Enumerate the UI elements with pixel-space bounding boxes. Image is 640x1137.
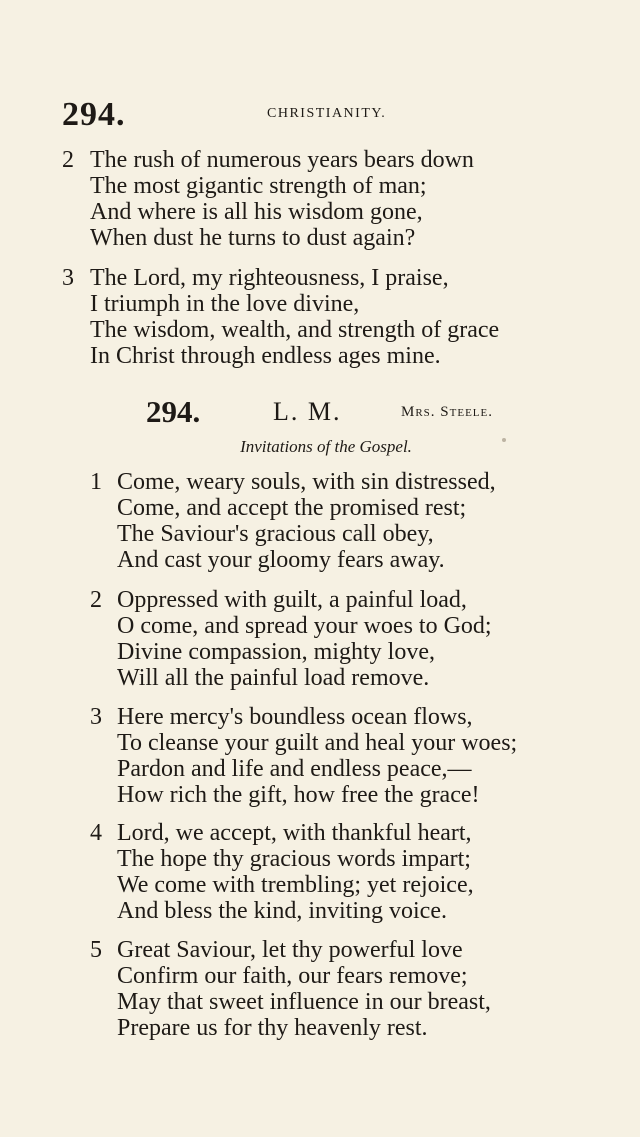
verse-line: The wisdom, wealth, and strength of grace — [90, 317, 500, 343]
running-title: CHRISTIANITY. — [267, 106, 387, 121]
verse-line: Come, weary souls, with sin distressed, — [117, 469, 496, 495]
ink-speck — [502, 438, 506, 442]
hymn-heading — [146, 394, 566, 434]
verse-number: 2 — [90, 587, 102, 613]
verse-line: The hope thy gracious words impart; — [117, 846, 471, 872]
hymn-title: Invitations of the Gospel. — [240, 437, 412, 456]
verse-line: Oppressed with guilt, a painful load, — [117, 587, 467, 613]
verse-line: Will all the painful load remove. — [117, 665, 430, 691]
verse-line: Divine compassion, mighty love, — [117, 639, 435, 665]
verse-line: I triumph in the love divine, — [90, 291, 360, 317]
verse-line: O come, and spread your woes to God; — [117, 613, 492, 639]
verse-line: Great Saviour, let thy powerful love — [117, 937, 463, 963]
verse-line: The Lord, my righteousness, I praise, — [90, 265, 449, 291]
hymn-author: Mrs. Steele. — [401, 404, 493, 420]
page-number: 294. — [62, 96, 126, 133]
verse-line: In Christ through endless ages mine. — [90, 343, 441, 369]
verse-number: 2 — [62, 147, 74, 173]
verse-number: 4 — [90, 820, 102, 846]
verse-line: Come, and accept the promised rest; — [117, 495, 467, 521]
verse-line: Pardon and life and endless peace,— — [117, 756, 472, 782]
hymn-number: 294. — [146, 394, 201, 429]
verse-line: Lord, we accept, with thankful heart, — [117, 820, 472, 846]
page-header — [62, 96, 582, 136]
verse-number: 5 — [90, 937, 102, 963]
verse-line: How rich the gift, how free the grace! — [117, 782, 480, 808]
verse-line: And bless the kind, inviting voice. — [117, 898, 447, 924]
verse-line: Confirm our faith, our fears remove; — [117, 963, 468, 989]
hymn-meter: L. M. — [273, 397, 342, 426]
verse-line: To cleanse your guilt and heal your woes; — [117, 730, 518, 756]
verse-line: Prepare us for thy heavenly rest. — [117, 1015, 428, 1041]
verse-line: And where is all his wisdom gone, — [90, 199, 423, 225]
verse-number: 3 — [90, 704, 102, 730]
verse-number: 1 — [90, 469, 102, 495]
verse-number: 3 — [62, 265, 74, 291]
verse-line: The most gigantic strength of man; — [90, 173, 427, 199]
verse-line: When dust he turns to dust again? — [90, 225, 416, 251]
verse-line: And cast your gloomy fears away. — [117, 547, 445, 573]
verse-line: The Saviour's gracious call obey, — [117, 521, 434, 547]
verse-line: May that sweet influence in our breast, — [117, 989, 491, 1015]
verse-line: We come with trembling; yet rejoice, — [117, 872, 474, 898]
verse-line: Here mercy's boundless ocean flows, — [117, 704, 473, 730]
verse-line: The rush of numerous years bears down — [90, 147, 474, 173]
